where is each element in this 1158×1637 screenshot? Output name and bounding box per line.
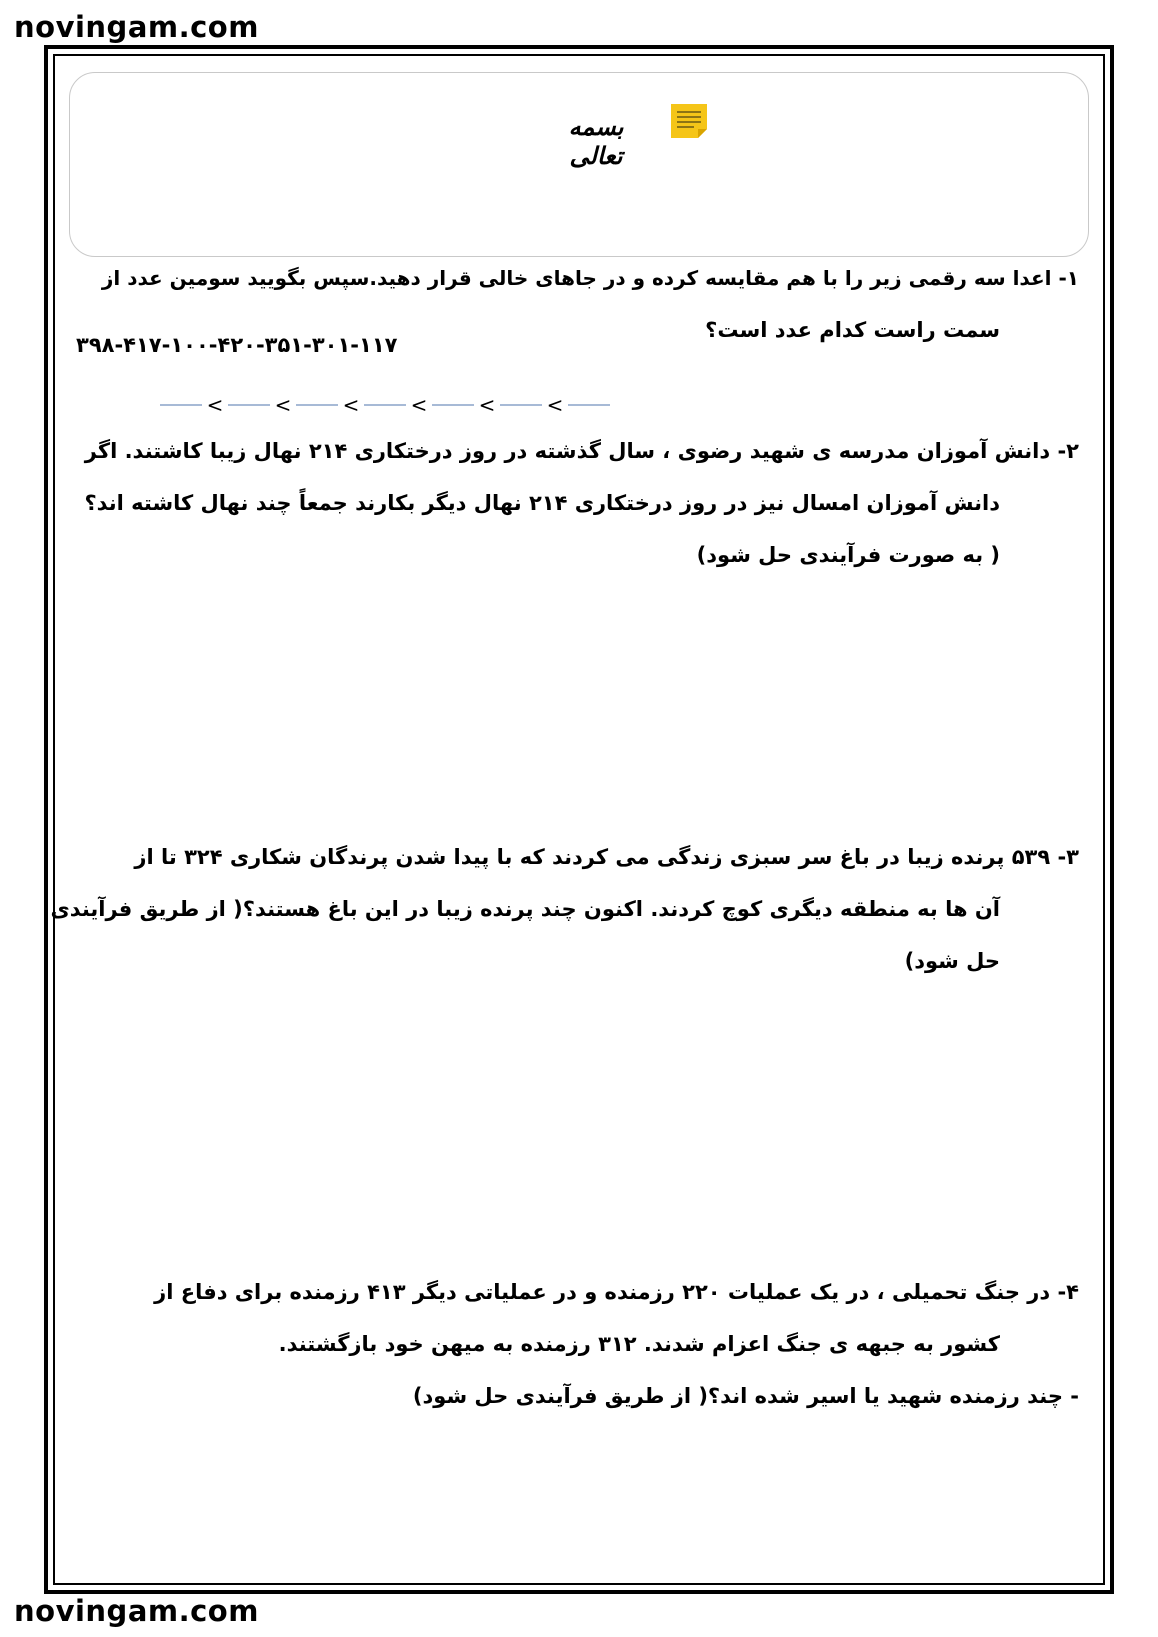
- q3-line-3: حل شود): [904, 949, 1000, 973]
- q4-line-1: ۴- در جنگ تحمیلی ، در یک عملیات ۲۲۰ رزمنده و در عملیاتی دیگر ۴۱۳ رزمنده برای دفاع از: [154, 1280, 1079, 1304]
- q2-line-1: ۲- دانش آموزان مدرسه ی شهید رضوی ، سال گذشته در روز درختکاری ۲۱۴ نهال زیبا کاشتند. اگر: [84, 439, 1079, 463]
- q2-line-3: ( به صورت فرآیندی حل شود): [696, 543, 1000, 567]
- less-than-sign: <: [342, 393, 360, 417]
- q3-line-1: ۳- ۵۳۹ پرنده زیبا در باغ سر سبزی زندگی می کردند که با پیدا شدن پرندگان شکاری ۳۲۴ تا از: [134, 845, 1079, 869]
- q3-line-2: آن ها به منطقه دیگری کوچ کردند. اکنون چند پرنده زیبا در این باغ هستند؟( از طریق فرآیندی: [50, 897, 1000, 921]
- less-than-sign: <: [410, 393, 428, 417]
- less-than-sign: <: [274, 393, 292, 417]
- q1-line-2: سمت راست کدام عدد است؟: [705, 318, 1000, 342]
- note-icon: [670, 103, 708, 139]
- less-than-sign: <: [546, 393, 564, 417]
- q2-line-2: دانش آموزان امسال نیز در روز درختکاری ۲۱۴ نهال دیگر بکارند جمعاً چند نهال کاشته اند؟: [84, 491, 1000, 515]
- q4-line-2: کشور به جبهه ی جنگ اعزام شدند. ۳۱۲ رزمنده به میهن خود بازگشتند.: [278, 1332, 1000, 1356]
- q1-comparison-blanks: [160, 393, 630, 417]
- less-than-sign: <: [206, 393, 224, 417]
- q1-numbers: ۳۹۸-۴۱۷-۱۰۰-۴۲۰-۳۵۱-۳۰۱-۱۱۷: [76, 333, 398, 357]
- q4-line-3: - چند رزمنده شهید یا اسیر شده اند؟( از طریق فرآیندی حل شود): [412, 1384, 1079, 1408]
- less-than-sign: <: [478, 393, 496, 417]
- q1-line-1: ۱- اعدا سه رقمی زیر را با هم مقایسه کرده و در جاهای خالی قرار دهید.سپس بگویید سومین عدد از: [101, 266, 1079, 290]
- watermark-top: novingam.com: [14, 10, 259, 44]
- bismillah-title: بسمه تعالی: [568, 112, 624, 170]
- watermark-bottom: novingam.com: [14, 1594, 259, 1628]
